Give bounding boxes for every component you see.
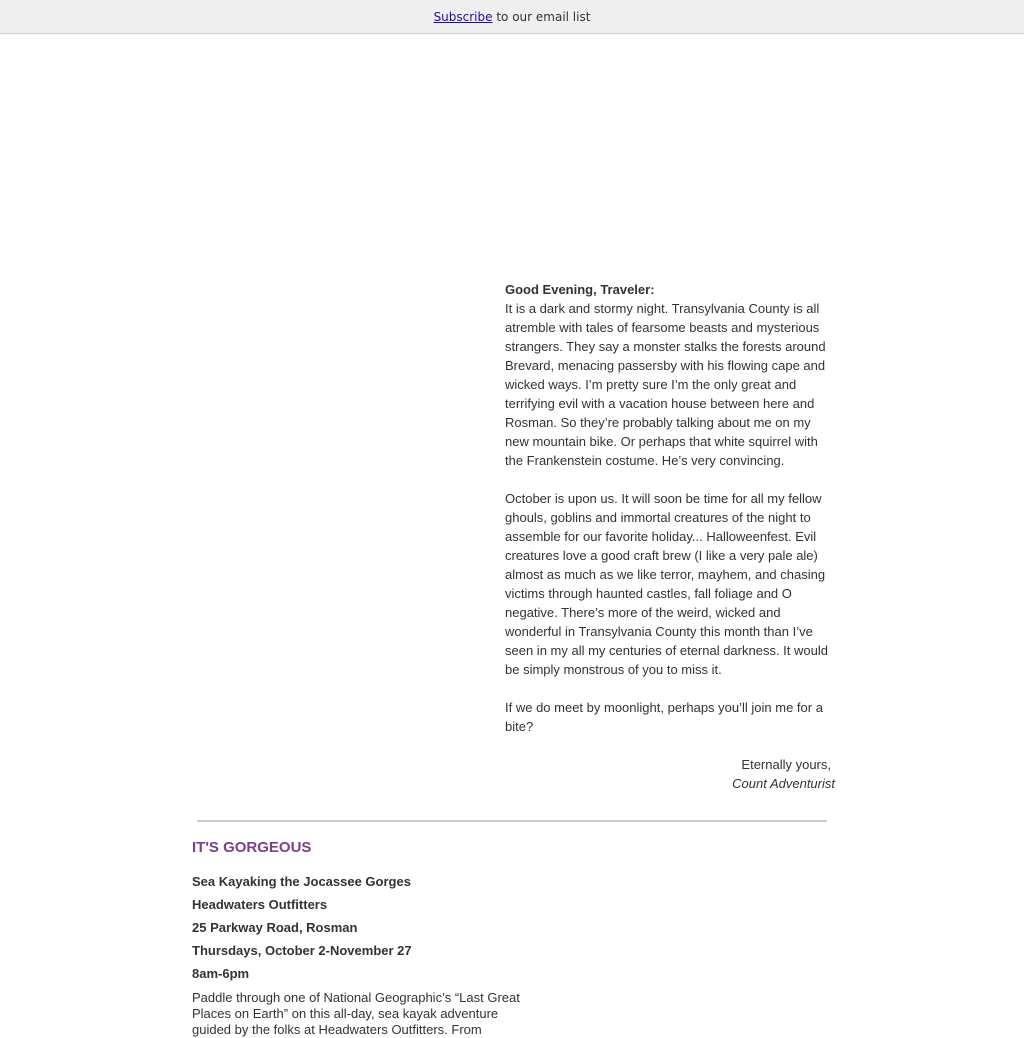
letter-paragraph: It is a dark and stormy night. Transylvania County is all atremble with tales of fearsome beasts and mysterious strangers. They say a monster stalks the forests around Brevard, menacing passersby with his flowing cape and wicked ways. I’m pretty sure I’m the only great and terrifying evil with a vacation house between here and Rosman. So they’re probably talking about me on my new mountain bike. Or perhaps that white squirrel with the Frankenstein costume. He’s very convincing. <box>505 301 826 468</box>
letter-signoff <box>505 755 835 793</box>
event-address: 25 Parkway Road, Rosman <box>192 920 358 935</box>
section-divider <box>197 820 827 822</box>
letter-greeting: Good Evening, Traveler: <box>505 282 655 297</box>
subscribe-bar <box>0 0 1024 34</box>
welcome-letter <box>505 280 835 793</box>
letter-closing: Eternally yours, <box>741 757 831 772</box>
event-dates: Thursdays, October 2-November 27 <box>192 943 412 958</box>
event-venue: Headwaters Outfitters <box>192 897 328 912</box>
letter-signature: Count Adventurist <box>732 776 835 791</box>
event-title: Sea Kayaking the Jocassee Gorges <box>192 874 411 889</box>
event-description: Paddle through one of National Geographic’s “Last Great Places on Earth” on this all-day, sea kayak adventure guided by the folks at Headwaters Outfitters. From <box>192 990 520 1037</box>
section-heading: IT'S GORGEOUS <box>192 839 312 856</box>
event-section <box>192 838 532 1038</box>
letter-paragraph: October is upon us. It will soon be time for all my fellow ghouls, goblins and immortal creatures of the night to assemble for our favorite holiday... Halloweenfest. Evil creatures love a good craft brew (I like a very pale ale) almost as much as we like terror, mayhem, and chasing victims through haunted castles, fall foliage and O negative. There’s more of the weird, wicked and wonderful in Transylvania County this month than I’ve seen in my all my centuries of eternal darkness. It would be simply monstrous of you to miss it. <box>505 491 828 677</box>
letter-paragraph: If we do meet by moonlight, perhaps you’ll join me for a bite? <box>505 700 823 734</box>
subscribe-link[interactable]: Subscribe <box>433 10 493 24</box>
event-hours: 8am-6pm <box>192 966 250 981</box>
subscribe-bar-text: to our email list <box>492 10 591 24</box>
